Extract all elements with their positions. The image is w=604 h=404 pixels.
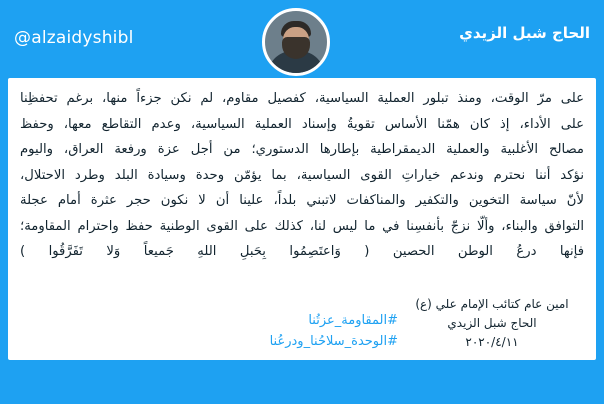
tweet-line: مصالح الأغلبية والعملية الديمقراطية بإطارها الدستوري؛ من أجل عزة ورفعة العراق، واليوم [20, 142, 584, 157]
tweet-header [0, 0, 604, 78]
signature-title: امين عام كتائب الإمام علي (ع) [415, 297, 569, 311]
tweet-line: نؤكد أننا نحترم وندعم خياراتِ القوى السياسية، بما يؤمّن وحدة وسيادة البلد وطرد الاحتلال، [20, 167, 584, 183]
hashtag[interactable]: #الوحدة_سلاحُنا_ودرعُنا [269, 334, 398, 349]
tweet-line: لأنّ سياسة التخوين والتكفير والمناكفات لاتبني بلداً، علينا أن لا نكون حجر عثرة أمام عجلة [20, 193, 584, 208]
tweet-card [8, 78, 596, 360]
tweet-line: على الأداء، إذ كان همّنا الأساس تقويةُ وإسناد العملية السياسية، وعدم التقاطع معها، وحفظ [20, 116, 584, 132]
tweet-line: التوافق والبناء، وألّا نزجّ بأنفسِنا في ما ليس لنا، كذلك على القوى الوطنية حفظ واحترام المقاومة؛ [20, 218, 584, 234]
signature-date: ٢٠٢٠/٤/١١ [465, 335, 519, 349]
account-display-name: الحاج شبل الزيدي [459, 24, 590, 42]
avatar[interactable] [262, 8, 330, 76]
tweet-line: فإنها درعُ الوطن الحصين ( وَاعتَصِمُوا بِحَبلِ اللهِ جَميعاً وَلا تَفَرَّقُوا ) [20, 244, 584, 259]
footer-strip [0, 360, 604, 404]
tweet-line: على مرّ الوقت، ومنذ تبلور العملية السياسية، كفصيل مقاوم، لم نكن جزءاً منها، برغم تحفظِنا [20, 91, 584, 106]
account-handle[interactable]: @alzaidyshibl [14, 28, 134, 48]
hashtag[interactable]: #المقاومة_عزتُنا [308, 313, 398, 328]
hashtag-list [158, 310, 398, 352]
tweet-body-text [20, 86, 584, 265]
signature-block [402, 295, 582, 352]
signature-name: الحاج شبل الزيدي [447, 316, 537, 330]
